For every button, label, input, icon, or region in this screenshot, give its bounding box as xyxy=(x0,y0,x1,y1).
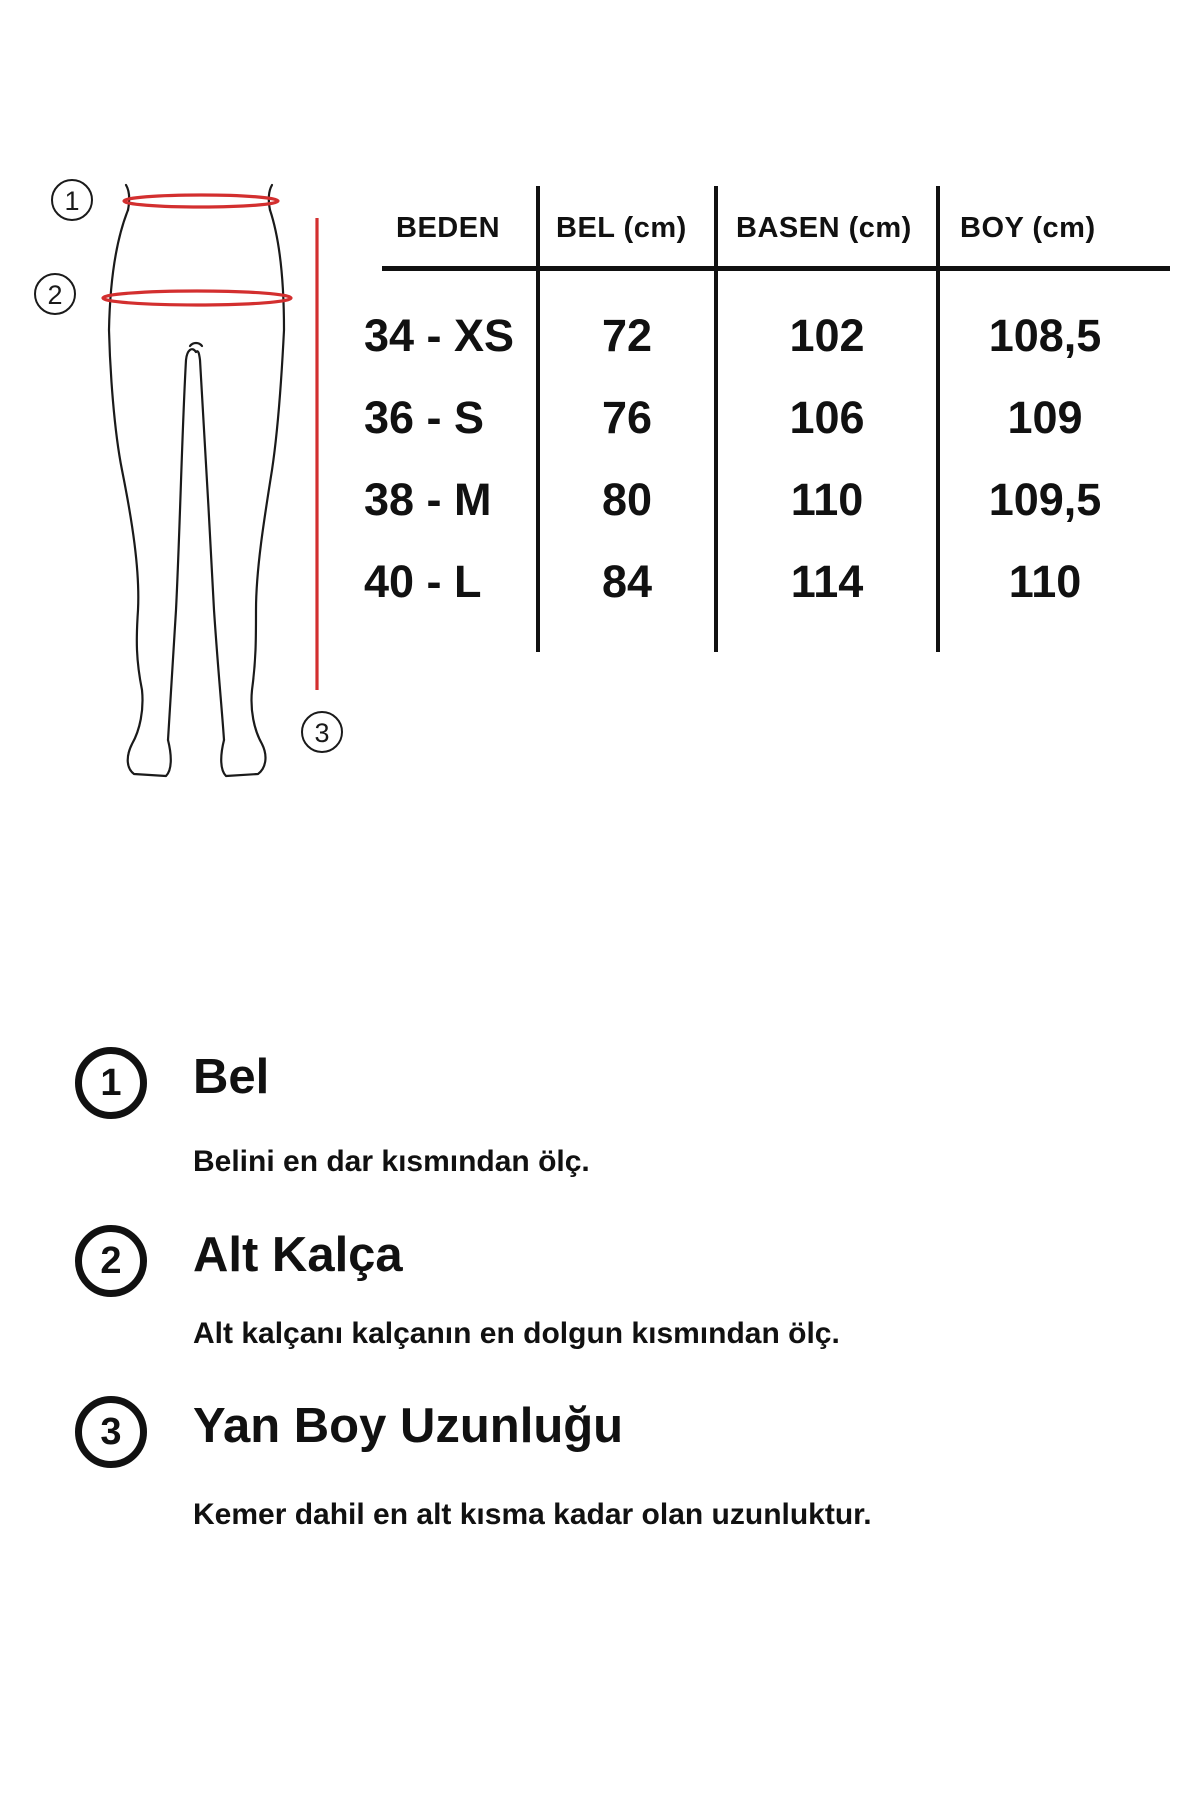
figure-marker-3 xyxy=(302,712,342,752)
legend-description: Belini en dar kısmından ölç. xyxy=(193,1145,590,1178)
figure-marker-1 xyxy=(52,180,92,220)
header-divider xyxy=(382,266,1170,271)
size-cell: 40 - L xyxy=(364,556,482,607)
legend-title: Yan Boy Uzunluğu xyxy=(193,1399,624,1453)
svg-text:2: 2 xyxy=(47,280,63,310)
basen-cell: 102 xyxy=(789,310,865,361)
header-bel: BEL (cm) xyxy=(556,212,687,244)
legend-description: Kemer dahil en alt kısma kadar olan uzunluktur. xyxy=(193,1498,872,1531)
bel-cell: 84 xyxy=(601,556,653,607)
number-badge: 3 xyxy=(75,1396,147,1468)
number-badge: 1 xyxy=(75,1047,147,1119)
size-table xyxy=(360,186,1170,656)
table-row xyxy=(360,474,1170,534)
table-row xyxy=(360,392,1170,452)
legend-item-alt-kalca xyxy=(75,1225,1125,1375)
size-cell: 34 - XS xyxy=(364,310,515,361)
number-badge: 2 xyxy=(75,1225,147,1297)
leggings-figure xyxy=(30,170,360,870)
boy-cell: 109,5 xyxy=(988,474,1102,525)
legend-title: Alt Kalça xyxy=(193,1228,403,1282)
size-cell: 38 - M xyxy=(364,474,492,525)
legend-item-yan-boy xyxy=(75,1396,1125,1546)
bel-cell: 76 xyxy=(601,392,653,443)
legend-description: Alt kalçanı kalçanın en dolgun kısmından ölç. xyxy=(193,1317,840,1350)
header-boy: BOY (cm) xyxy=(960,212,1096,244)
size-cell: 36 - S xyxy=(364,392,485,443)
header-basen: BASEN (cm) xyxy=(736,212,912,244)
leggings-illustration xyxy=(30,170,360,870)
legend-item-bel xyxy=(75,1047,1125,1197)
legend-title: Bel xyxy=(193,1050,270,1104)
boy-cell: 109 xyxy=(1007,392,1083,443)
basen-cell: 110 xyxy=(790,474,864,525)
basen-cell: 114 xyxy=(790,556,864,607)
bel-cell: 72 xyxy=(601,310,653,361)
table-row xyxy=(360,310,1170,370)
table-row xyxy=(360,556,1170,616)
basen-cell: 106 xyxy=(789,392,865,443)
svg-text:1: 1 xyxy=(64,186,80,216)
figure-marker-2 xyxy=(35,274,75,314)
header-beden: BEDEN xyxy=(396,212,501,244)
bel-cell: 80 xyxy=(601,474,653,525)
svg-text:3: 3 xyxy=(314,718,330,748)
boy-cell: 108,5 xyxy=(988,310,1102,361)
boy-cell: 110 xyxy=(1008,556,1082,607)
